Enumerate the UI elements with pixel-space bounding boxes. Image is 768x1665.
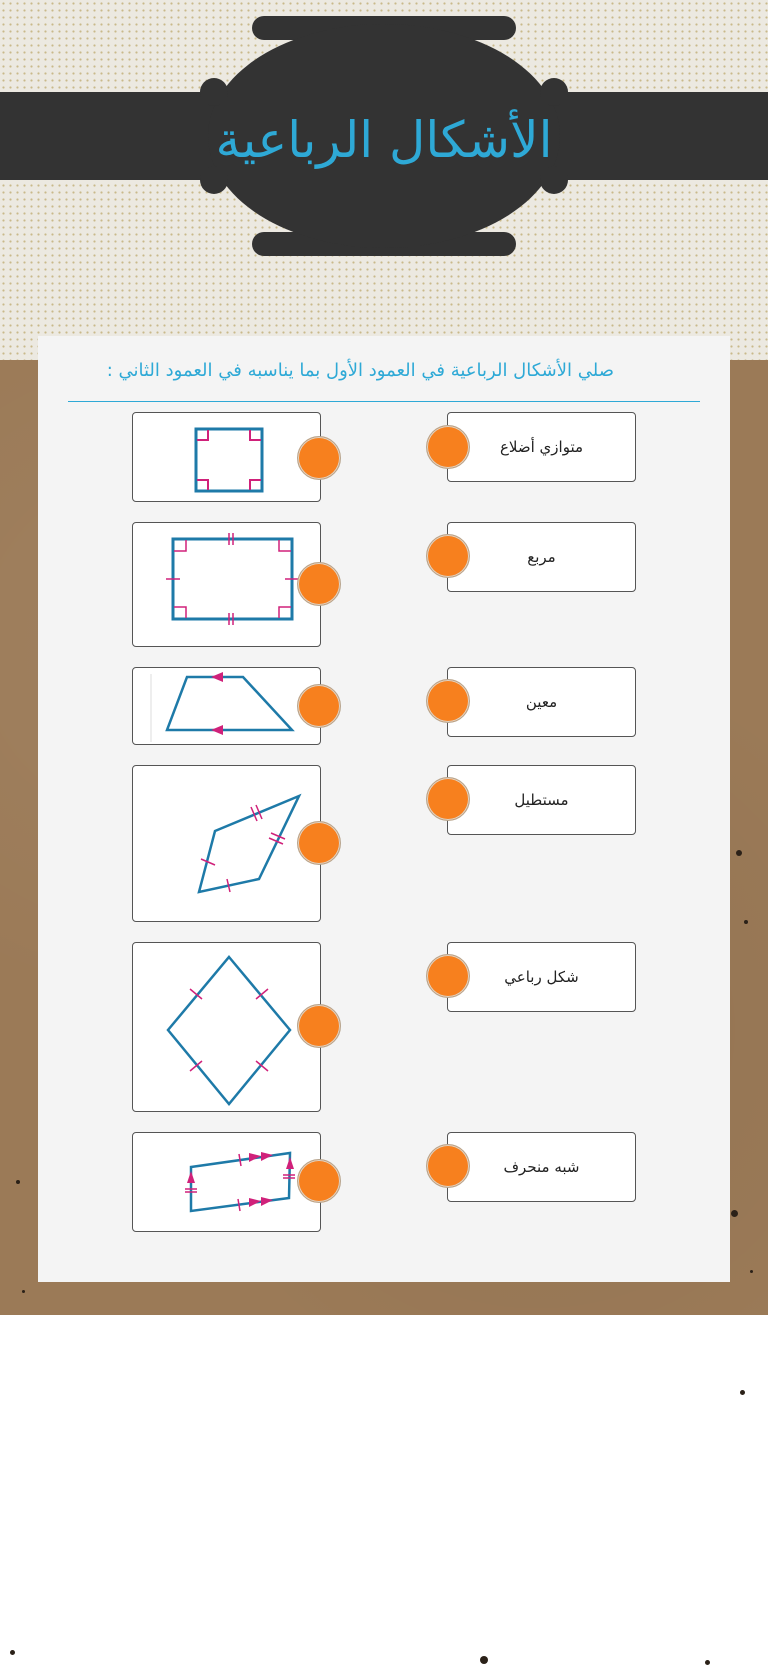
word-label: شكل رباعي [504,968,579,986]
word-label: شبه منحرف [503,1158,580,1176]
word-dot-6[interactable] [426,1144,470,1188]
word-label: متوازي أضلاع [499,438,584,456]
kite-shape-icon [133,766,322,923]
shape-card-rectangle [132,522,321,647]
trapezoid-with-arrows-icon [133,668,322,746]
page-title: الأشكال الرباعية [215,111,553,169]
shape-dot-3[interactable] [297,684,341,728]
word-dot-2[interactable] [426,534,470,578]
rhombus-shape-icon [133,943,322,1113]
word-label: مربع [527,548,556,566]
shape-dot-1[interactable] [297,436,341,480]
divider [68,401,700,402]
shape-card-parallelogram [132,1132,321,1232]
rectangle-with-marks-icon [133,523,322,648]
shape-dot-4[interactable] [297,821,341,865]
square-with-right-angles-icon [133,413,322,503]
word-dot-5[interactable] [426,954,470,998]
word-label: مستطيل [514,791,569,809]
instruction-text: صلي الأشكال الرباعية في العمود الأول بما يناسبه في العمود الثاني : [106,360,614,381]
shape-dot-2[interactable] [297,562,341,606]
word-card-3 [447,667,636,737]
word-card-4 [447,765,636,835]
shape-card-trapezoid [132,667,321,745]
word-card-1 [447,412,636,482]
word-card-5 [447,942,636,1012]
shape-dot-5[interactable] [297,1004,341,1048]
shape-card-kite [132,765,321,922]
word-dot-1[interactable] [426,425,470,469]
word-dot-3[interactable] [426,679,470,723]
word-label: معين [525,693,558,711]
word-card-6 [447,1132,636,1202]
word-card-2 [447,522,636,592]
parallelogram-with-arrows-icon [133,1133,322,1233]
shape-card-square [132,412,321,502]
shape-card-rhombus [132,942,321,1112]
word-dot-4[interactable] [426,777,470,821]
shape-dot-6[interactable] [297,1159,341,1203]
